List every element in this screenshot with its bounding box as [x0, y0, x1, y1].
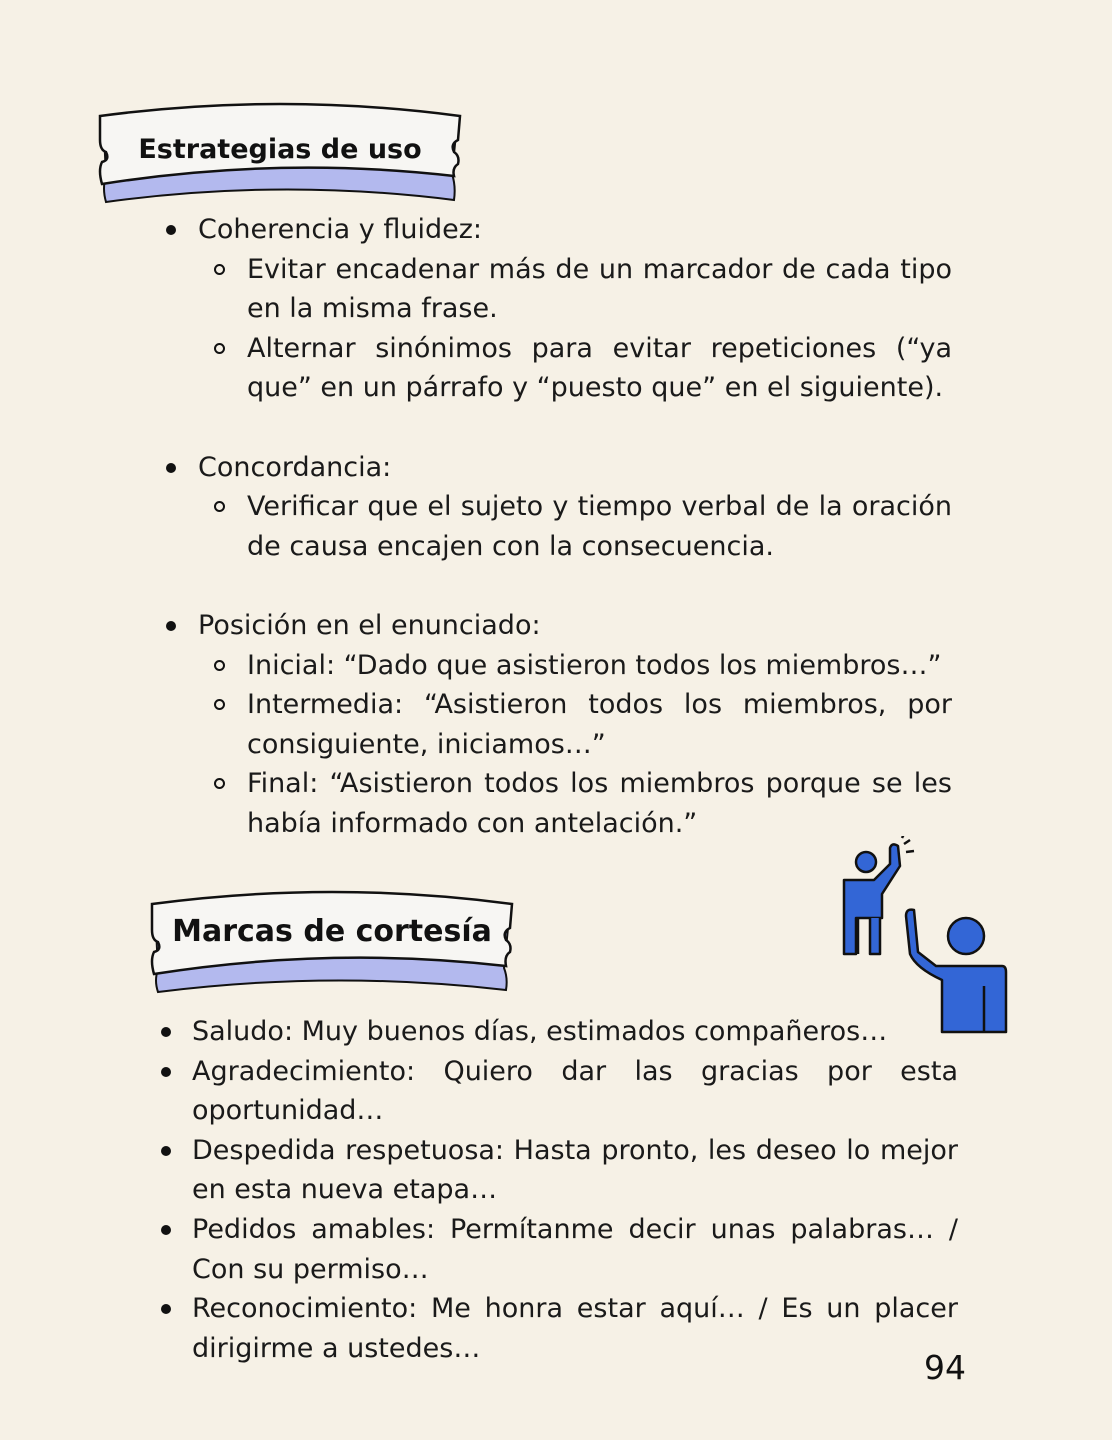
sub-list-item — [208, 250, 952, 329]
section-title-banner — [94, 94, 466, 210]
list-item — [155, 1131, 958, 1210]
item-text: Saludo: Muy buenos días, estimados compañeros… — [192, 1016, 888, 1047]
item-text: Reconocimiento: Me honra estar aquí… / Es un placer dirigirme a ustedes… — [192, 1293, 958, 1364]
bullet-icon — [166, 463, 176, 473]
courtesy-section — [155, 1012, 958, 1368]
strategies-section — [160, 210, 952, 844]
circle-bullet-icon — [214, 660, 225, 671]
sub-item-text: Inicial: “Dado que asistieron todos los miembros…” — [247, 649, 942, 681]
sub-item-text: Alternar sinónimos para evitar repeticiones (“ya que” en un párrafo y “puesto que” en el siguiente). — [247, 332, 952, 404]
group-label: Concordancia: — [198, 451, 392, 483]
circle-bullet-icon — [214, 264, 225, 275]
sub-item-text: Intermedia: “Asistieron todos los miembros, por consiguiente, iniciamos…” — [247, 689, 952, 760]
sub-list-item — [208, 646, 952, 686]
section-title-banner — [146, 884, 518, 996]
list-item — [160, 210, 952, 408]
sub-list-item — [208, 329, 952, 408]
list-item — [155, 1012, 958, 1052]
list-item — [155, 1210, 958, 1289]
group-label: Posición en el enunciado: — [198, 609, 541, 641]
circle-bullet-icon — [214, 699, 225, 710]
section-title: Estrategias de uso — [138, 134, 422, 165]
bullet-icon — [161, 1027, 171, 1037]
sub-list-item — [208, 685, 952, 764]
bullet-icon — [161, 1225, 171, 1235]
list-item — [160, 606, 952, 844]
bullet-icon — [161, 1146, 171, 1156]
list-item — [155, 1289, 958, 1368]
item-text: Despedida respetuosa: Hasta pronto, les deseo lo mejor en esta nueva etapa… — [192, 1134, 958, 1206]
spacer — [160, 566, 952, 606]
section-title: Marcas de cortesía — [172, 914, 492, 949]
list-item — [155, 1052, 958, 1131]
sub-item-text: Evitar encadenar más de un marcador de cada tipo en la misma frase. — [247, 253, 952, 325]
sub-list-item — [208, 764, 952, 843]
spacer — [160, 408, 952, 448]
circle-bullet-icon — [214, 778, 225, 789]
item-text: Pedidos amables: Permítanme decir unas palabras… / Con su permiso… — [192, 1213, 958, 1285]
bullet-icon — [166, 225, 176, 235]
bullet-icon — [166, 621, 176, 631]
list-item — [160, 448, 952, 567]
sub-item-text: Final: “Asistieron todos los miembros porque se les había informado con antelación.” — [247, 768, 952, 839]
circle-bullet-icon — [214, 343, 225, 354]
sub-list-item — [208, 487, 952, 566]
bullet-icon — [161, 1067, 171, 1077]
sub-item-text: Verificar que el sujeto y tiempo verbal de la oración de causa encajen con la consecuencia. — [247, 491, 952, 562]
bullet-icon — [161, 1304, 171, 1314]
item-text: Agradecimiento: Quiero dar las gracias por esta oportunidad… — [192, 1055, 958, 1127]
page-number: 94 — [924, 1348, 966, 1387]
group-label: Coherencia y fluidez: — [198, 214, 483, 245]
circle-bullet-icon — [214, 501, 225, 512]
